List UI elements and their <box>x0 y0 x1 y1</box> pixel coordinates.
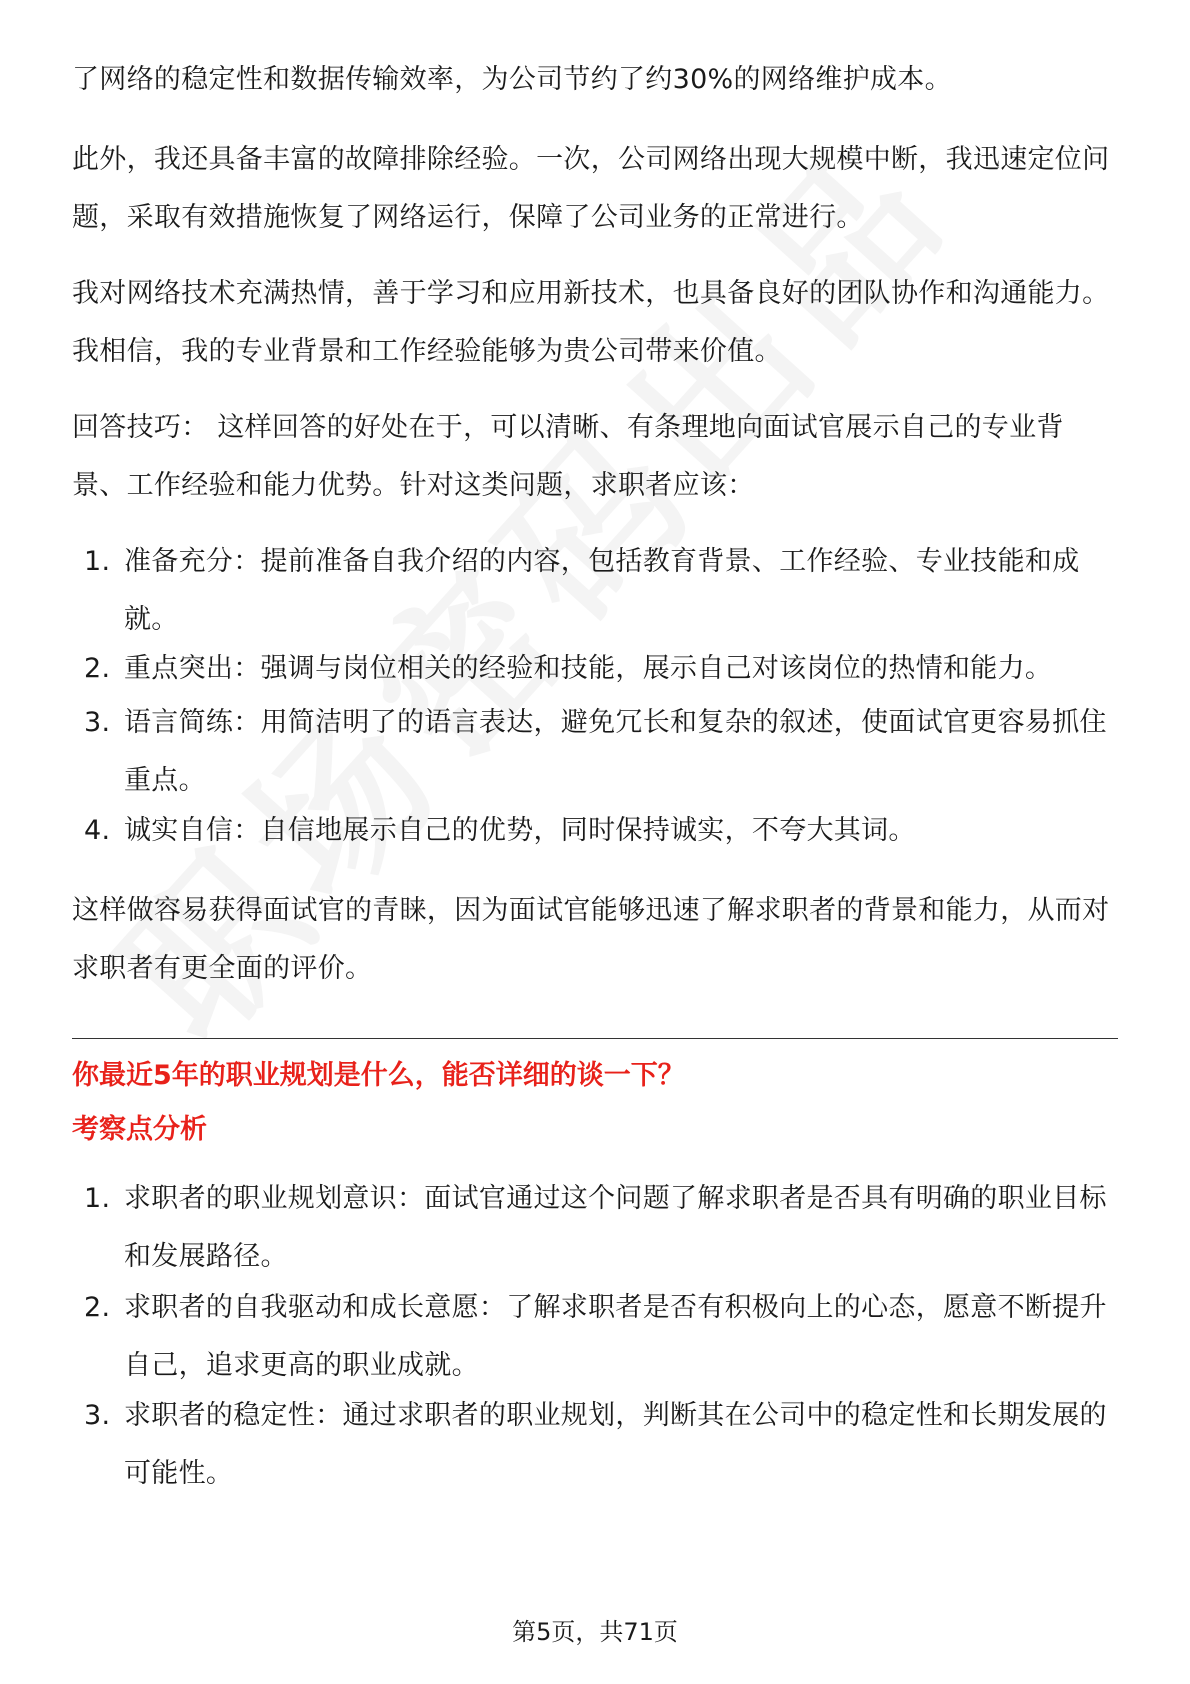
list-item <box>72 640 1118 698</box>
paragraph-answer-tips: 回答技巧： 这样回答的好处在于，可以清晰、有条理地向面试官展示自己的专业背景、工作经验和能力优势。针对这类问题，求职者应该： <box>72 412 1064 501</box>
paragraph-passion: 我对网络技术充满热情，善于学习和应用新技术，也具备良好的团队协作和沟通能力。我相信，我的专业背景和工作经验能够为贵公司带来价值。 <box>72 278 1110 367</box>
page-number-footer: 第5页，共71页 <box>512 1618 678 1646</box>
list-text: 语言简练：用简洁明了的语言表达，避免冗长和复杂的叙述，使面试官更容易抓住重点。 <box>124 707 1107 796</box>
list-number: 3. <box>84 707 111 738</box>
list-text: 求职者的稳定性：通过求职者的职业规划，判断其在公司中的稳定性和长期发展的可能性。 <box>124 1400 1107 1489</box>
list-number: 2. <box>84 653 111 684</box>
list-item <box>72 802 1118 860</box>
list-number: 2. <box>84 1292 111 1323</box>
list-number: 4. <box>84 815 111 846</box>
list-number: 3. <box>84 1400 111 1431</box>
section-divider <box>72 1038 1118 1039</box>
list-item <box>72 1279 1118 1395</box>
list-text: 重点突出：强调与岗位相关的经验和技能，展示自己对该岗位的热情和能力。 <box>124 653 1053 684</box>
list-item <box>72 694 1118 810</box>
list-item <box>72 533 1118 649</box>
list-item <box>72 1170 1118 1286</box>
list-text: 准备充分：提前准备自我介绍的内容，包括教育背景、工作经验、专业技能和成就。 <box>124 546 1080 635</box>
paragraph-conclusion: 这样做容易获得面试官的青睐，因为面试官能够迅速了解求职者的背景和能力，从而对求职者有更全面的评价。 <box>72 895 1110 984</box>
paragraph-troubleshooting: 此外，我还具备丰富的故障排除经验。一次，公司网络出现大规模中断，我迅速定位问题，采取有效措施恢复了网络运行，保障了公司业务的正常进行。 <box>72 144 1110 233</box>
list-number: 1. <box>84 1183 111 1214</box>
list-number: 1. <box>84 546 111 577</box>
list-text: 求职者的自我驱动和成长意愿：了解求职者是否有积极向上的心态，愿意不断提升自己，追求更高的职业成就。 <box>124 1292 1107 1381</box>
list-item <box>72 1387 1118 1503</box>
analysis-heading: 考察点分析 <box>72 1114 207 1145</box>
question-heading: 你最近5年的职业规划是什么，能否详细的谈一下？ <box>72 1060 685 1091</box>
list-text: 诚实自信：自信地展示自己的优势，同时保持诚实，不夸大其词。 <box>124 815 916 846</box>
paragraph-network-efficiency: 了网络的稳定性和数据传输效率，为公司节约了约30%的网络维护成本。 <box>72 64 952 95</box>
list-text: 求职者的职业规划意识：面试官通过这个问题了解求职者是否具有明确的职业目标和发展路径。 <box>124 1183 1107 1272</box>
